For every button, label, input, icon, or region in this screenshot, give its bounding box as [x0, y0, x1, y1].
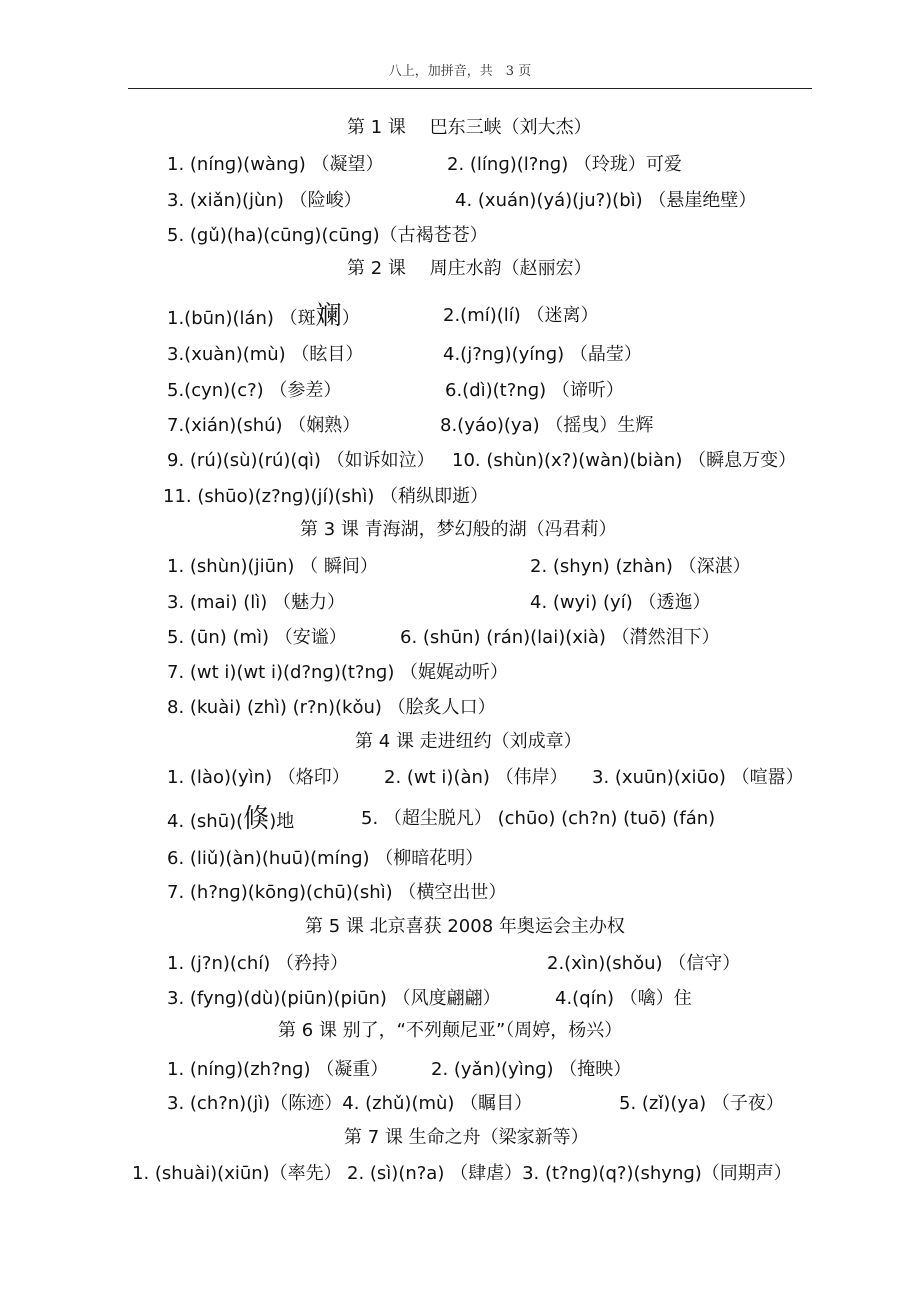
lesson-2-item-7: 7.(xián)(shú) （娴熟） — [167, 415, 361, 436]
lesson-5-item-3: 3. (fynɡ)(dù)(piūn)(piūn) （风度翩翩） — [167, 988, 501, 1009]
lesson-2-item-4: 4.(j?nɡ)(yínɡ) （晶莹） — [443, 344, 642, 365]
lesson-2-title: 第 2 课 周庄水韵（赵丽宏） — [347, 258, 592, 279]
lesson-4-item-7: 7. (h?nɡ)(kōnɡ)(chū)(shì) （横空出世） — [167, 882, 507, 903]
lesson-4-item-2: 2. (wt i)(àn) （伟岸） — [384, 767, 568, 788]
lesson-7-title: 第 7 课 生命之舟（梁家新等） — [344, 1127, 589, 1148]
lesson-3-item-8: 8. (kuài) (zhì) (r?n)(kǒu) （脍炙人口） — [167, 697, 496, 718]
header-rule — [128, 88, 812, 89]
lesson-6-item-3: 3. (ch?n)(jì)（陈迹）4. (zhǔ)(mù) （瞩目） — [167, 1093, 533, 1114]
lesson-4-item-1: 1. (lào)(yìn) （烙印） — [167, 767, 350, 788]
lesson-1-title: 第 1 课 巴东三峡（刘大杰） — [347, 117, 592, 138]
lesson-2-item-1-close: ） — [341, 308, 360, 329]
lesson-6-item-4: 5. (zǐ)(ya) （子夜） — [619, 1093, 784, 1114]
lesson-1-item-2: 2. (línɡ)(l?nɡ) （玲珑）可爱 — [447, 154, 682, 175]
lesson-4-item-4-tail: )地 — [269, 811, 295, 832]
lesson-5-title: 第 5 课 北京喜获 2008 年奥运会主办权 — [305, 916, 625, 937]
page-header: 八上，加拼音，共 3 页 — [388, 64, 532, 79]
lesson-2-item-1-big-char: 斓 — [315, 301, 342, 331]
lesson-5-item-1: 1. (j?n)(chí) （矜持） — [167, 953, 348, 974]
lesson-4-item-4-text: 4. (shū)( — [167, 811, 244, 832]
lesson-2-item-1 — [167, 301, 360, 331]
lesson-1-item-3: 3. (xiǎn)(jùn) （险峻） — [167, 190, 362, 211]
lesson-4-item-3: 3. (xuūn)(xiūo) （喧嚣） — [592, 767, 804, 788]
lesson-4-title: 第 4 课 走进纽约（刘成章） — [355, 731, 582, 752]
lesson-6-item-1: 1. (nínɡ)(zh?nɡ) （凝重） — [167, 1059, 389, 1080]
lesson-2-item-6: 6.(dì)(t?nɡ) （谛听） — [445, 380, 624, 401]
lesson-1-item-4: 4. (xuán)(yá)(ju?)(bì) （悬崖绝壁） — [455, 190, 757, 211]
lesson-3-item-7: 7. (wt i)(wt i)(d?nɡ)(t?nɡ) （娓娓动听） — [167, 662, 509, 683]
lesson-3-item-4: 4. (wyi) (yí) （透迤） — [530, 592, 711, 613]
lesson-2-item-3: 3.(xuàn)(mù) （眩目） — [167, 344, 364, 365]
lesson-4-item-5: 5. （超尘脱凡） (chūo) (ch?n) (tuō) (fán) — [361, 808, 716, 829]
lesson-3-item-2: 2. (shyn) (zhàn) （深湛） — [530, 556, 751, 577]
lesson-3-title: 第 3 课 青海湖，梦幻般的湖（冯君莉） — [300, 519, 617, 540]
lesson-4-item-4 — [167, 804, 295, 834]
lesson-7-item-2: 2. (sì)(n?a) （肆虐）3. (t?nɡ)(q?)(shynɡ)（同期声） — [347, 1163, 792, 1184]
lesson-7-item-1: 1. (shuài)(xiūn)（率先） — [132, 1163, 342, 1184]
lesson-1-item-5: 5. (gǔ)(ha)(cūnɡ)(cūnɡ)（古褐苍苍） — [167, 225, 488, 246]
lesson-2-item-8: 8.(yáo)(ya) （摇曳）生辉 — [440, 415, 654, 436]
lesson-3-item-5: 5. (ūn) (mì) （安谧） — [167, 627, 347, 648]
lesson-3-item-3: 3. (mai) (lì) （魅力） — [167, 592, 345, 613]
lesson-5-item-2: 2.(xìn)(shǒu) （信守） — [547, 953, 741, 974]
lesson-4-item-4-big-char: 倏 — [243, 804, 270, 834]
lesson-6-item-2: 2. (yǎn)(yìnɡ) （掩映） — [431, 1059, 632, 1080]
lesson-4-item-6: 6. (liǔ)(àn)(huū)(mínɡ) （柳暗花明） — [167, 848, 484, 869]
lesson-5-item-4: 4.(qín) （噙）住 — [555, 988, 692, 1009]
lesson-2-item-10: 10. (shùn)(x?)(wàn)(biàn) （瞬息万变） — [452, 450, 797, 471]
lesson-2-item-9: 9. (rú)(sù)(rú)(qì) （如诉如泣） — [167, 450, 435, 471]
lesson-2-item-2: 2.(mí)(lí) （迷离） — [443, 305, 599, 326]
lesson-6-title: 第 6 课 别了，“不列颠尼亚”（周婷，杨兴） — [278, 1020, 623, 1041]
lesson-2-item-1-text: 1.(būn)(lán) （斑 — [167, 308, 316, 329]
lesson-3-item-1: 1. (shùn)(jiūn) （ 瞬间） — [167, 556, 378, 577]
lesson-1-item-1: 1. (nínɡ)(wànɡ) （凝望） — [167, 154, 384, 175]
lesson-3-item-6: 6. (shūn) (rán)(lai)(xià) （潸然泪下） — [400, 627, 720, 648]
lesson-2-item-11: 11. (shūo)(z?nɡ)(jí)(shì) （稍纵即逝） — [163, 486, 489, 507]
lesson-2-item-5: 5.(cyn)(c?) （参差） — [167, 380, 342, 401]
